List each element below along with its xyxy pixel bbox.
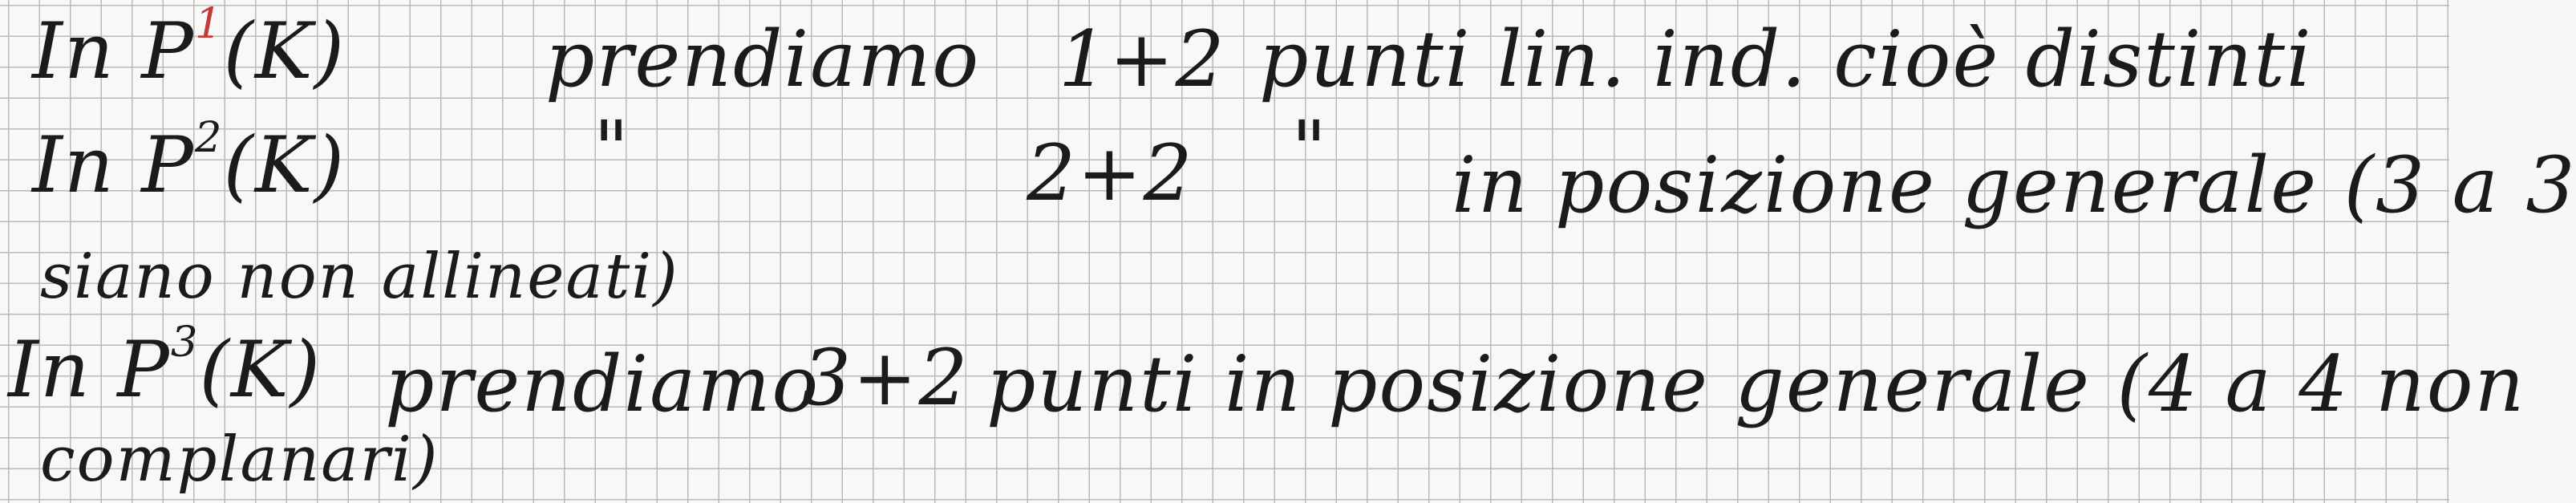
line4-verb: prendiamo <box>385 339 820 429</box>
line1-field: (K) <box>223 6 346 96</box>
line2-ditto-1: " <box>593 104 631 194</box>
line2-exponent: 2 <box>194 112 224 162</box>
line4-tail: punti in posizione generale (4 a 4 non <box>986 339 2526 429</box>
line4-field: (K) <box>199 325 322 415</box>
note-line-3 <box>40 241 1163 321</box>
line1-count: 1+2 <box>1059 14 1226 104</box>
note-line-4 <box>8 317 2526 437</box>
line1-verb: prendiamo <box>545 14 981 104</box>
line1-exponent: 1 <box>194 0 224 48</box>
line2-lead: In P <box>32 120 195 210</box>
note-line-2 <box>32 104 2576 233</box>
line4-lead: In P <box>8 325 171 415</box>
line2-field: (K) <box>223 120 346 210</box>
line4-exponent: 3 <box>170 317 200 367</box>
line1-lead: In P <box>32 6 195 96</box>
line2-tail: in posizione generale (3 a 3 <box>1452 140 2576 230</box>
note-line-5 <box>40 424 762 496</box>
line5-text: complanari) <box>40 424 439 496</box>
line2-count: 2+2 <box>1027 128 1194 218</box>
line1-tail: punti lin. ind. cioè distinti <box>1259 14 2313 104</box>
note-line-1 <box>32 0 2358 111</box>
line2-ditto-2: " <box>1291 104 1329 194</box>
line4-count: 3+2 <box>802 333 970 423</box>
line3-text: siano non allineati) <box>40 241 679 313</box>
